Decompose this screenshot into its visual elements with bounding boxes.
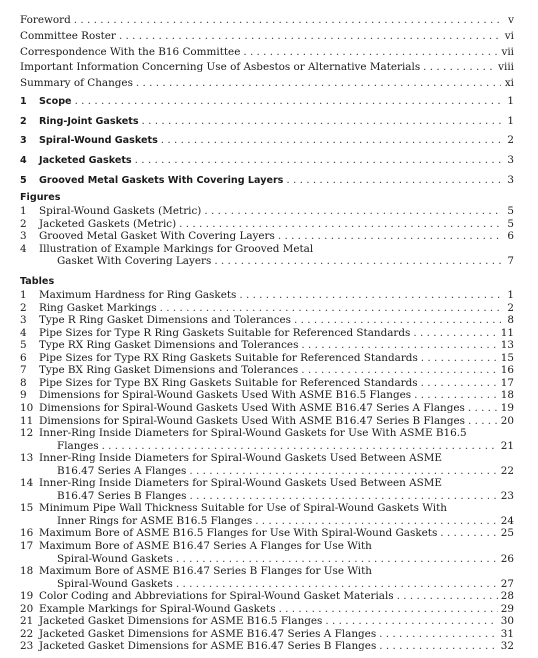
entry-title: Ring Gasket Markings (39, 301, 157, 314)
entry-number: 2 (20, 301, 27, 314)
leader-dots (397, 590, 498, 602)
table-entry (20, 302, 514, 314)
table-entry (20, 590, 514, 602)
table-entry (20, 327, 514, 339)
entry-page: 5 (507, 217, 514, 230)
entry-number: 18 (20, 565, 34, 578)
entry-page: 11 (500, 326, 514, 339)
leader-dots (119, 30, 501, 42)
entry-number: 23 (20, 640, 34, 653)
entry-page: 23 (500, 489, 514, 502)
entry-title: Jacketed Gasket Dimensions for ASME B16.47 Series A Flanges (39, 627, 377, 640)
table-entry-continued (20, 553, 514, 565)
entry-number: 2 (20, 115, 27, 127)
entry-page: 3 (507, 154, 514, 167)
entry-number: 4 (20, 242, 27, 255)
entry-title: Maximum Bore of ASME B16.47 Series B Flanges for Use With (39, 565, 373, 578)
entry-number: 6 (20, 351, 27, 364)
table-entry (20, 427, 514, 439)
leader-dots (214, 255, 501, 267)
table-entry-continued (20, 490, 514, 502)
entry-page: 1 (507, 95, 514, 107)
entry-page: 18 (500, 389, 514, 402)
entry-number: 1 (20, 96, 27, 107)
entry-number: 5 (20, 339, 27, 352)
entry-page: xi (504, 77, 514, 90)
entry-title: Illustration of Example Markings for Grooved Metal (39, 242, 314, 255)
entry-title: Grooved Metal Gaskets With Covering Layers (39, 174, 284, 186)
entry-page: 17 (500, 376, 514, 389)
entry-number: 4 (20, 155, 27, 167)
entry-page: 31 (500, 627, 514, 640)
entry-page: 22 (500, 464, 514, 477)
entry-page: 13 (500, 339, 514, 352)
leader-dots (294, 314, 501, 326)
entry-title: Example Markings for Spiral-Wound Gaskets (39, 602, 276, 615)
entry-page: 1 (507, 114, 514, 127)
entry-number: 17 (20, 540, 34, 552)
entry-title: Type R Ring Gasket Dimensions and Tolerances (39, 314, 292, 327)
table-entry-continued (20, 578, 514, 590)
table-entry (20, 314, 514, 326)
figure-entry-continued (20, 255, 514, 267)
leader-dots (286, 174, 501, 186)
entry-page: 2 (507, 134, 514, 147)
figure-entry (20, 230, 514, 242)
entry-title: Dimensions for Spiral-Wound Gaskets Used With ASME B16.47 Series B Flanges (39, 414, 465, 427)
entry-title: Spiral-Wound Gaskets (57, 577, 173, 590)
table-entry-continued (20, 440, 514, 452)
leader-dots (176, 578, 498, 590)
entry-title: Spiral-Wound Gaskets (Metric) (39, 205, 202, 217)
entry-number: 14 (20, 477, 34, 490)
entry-title: Inner-Ring Inside Diameters for Spiral-Wound Gaskets Used Between ASME (39, 477, 442, 490)
entry-title: Pipe Sizes for Type RX Ring Gaskets Suitable for Referenced Standards (39, 351, 418, 364)
entry-page: 30 (500, 615, 514, 628)
toc-section-entry (20, 95, 514, 108)
entry-number: 7 (20, 364, 27, 377)
entry-title: Gasket With Covering Layers (57, 255, 212, 268)
toc-entry (20, 46, 514, 58)
leader-dots (379, 628, 498, 640)
entry-page: vii (501, 45, 514, 58)
tables-heading: Tables (20, 276, 55, 287)
figures-heading: Figures (20, 192, 61, 203)
entry-title: Scope (39, 96, 72, 107)
table-entry (20, 628, 514, 640)
entry-page: 32 (500, 640, 514, 653)
entry-page: 8 (507, 314, 514, 327)
toc-entry (20, 61, 514, 73)
table-entry (20, 402, 514, 414)
entry-title: Jacketed Gasket Dimensions for ASME B16.47 Series B Flanges (39, 640, 377, 653)
table-entry (20, 527, 514, 539)
entry-page: 25 (500, 527, 514, 540)
toc-section-entry (20, 154, 514, 167)
leader-dots (102, 440, 498, 452)
leader-dots (176, 553, 498, 565)
leader-dots (135, 154, 501, 166)
entry-title: Pipe Sizes for Type BX Ring Gaskets Suitable for Referenced Standards (39, 376, 418, 389)
entry-page: 29 (500, 602, 514, 615)
entry-number: 1 (20, 205, 27, 217)
leader-dots (161, 134, 501, 146)
leader-dots (301, 339, 497, 351)
entry-title: Spiral-Wound Gaskets (39, 135, 158, 147)
entry-title: Type RX Ring Gasket Dimensions and Tolerances (39, 339, 299, 352)
entry-title: Foreword (20, 14, 71, 26)
entry-page: 7 (507, 255, 514, 268)
entry-title: Minimum Pipe Wall Thickness Suitable for Use of Spiral-Wound Gaskets With (39, 502, 447, 515)
leader-dots (414, 389, 498, 401)
leader-dots (278, 230, 501, 242)
entry-title: Spiral-Wound Gaskets (57, 552, 173, 565)
entry-title: Important Information Concerning Use of Asbestos or Alternative Materials (20, 61, 421, 74)
leader-dots (421, 377, 498, 389)
table-entry (20, 540, 514, 552)
toc-entry (20, 77, 514, 89)
entry-page: 3 (507, 173, 514, 186)
entry-page: 20 (500, 414, 514, 427)
entry-title: Color Coding and Abbreviations for Spiral-Wound Gasket Materials (39, 590, 394, 603)
figure-entry (20, 218, 514, 230)
entry-page: 16 (500, 364, 514, 377)
leader-dots (179, 218, 501, 230)
leader-dots (440, 527, 497, 539)
entry-number: 12 (20, 427, 34, 440)
table-entry-continued (20, 515, 514, 527)
entry-number: 9 (20, 389, 27, 402)
leader-dots (255, 515, 498, 527)
table-entry (20, 603, 514, 615)
table-entry (20, 352, 514, 364)
leader-dots (190, 490, 498, 502)
table-entry (20, 502, 514, 514)
entry-title: Pipe Sizes for Type R Ring Gaskets Suitable for Referenced Standards (39, 326, 411, 339)
entry-title: Maximum Hardness for Ring Gaskets (39, 289, 237, 301)
entry-title: Summary of Changes (20, 77, 133, 90)
leader-dots (421, 352, 498, 364)
entry-title: Maximum Bore of ASME B16.47 Series A Flanges for Use With (39, 540, 372, 552)
entry-page: 28 (500, 590, 514, 603)
table-entry (20, 377, 514, 389)
leader-dots (136, 77, 501, 89)
entry-page: 15 (500, 351, 514, 364)
leader-dots (301, 364, 498, 376)
leader-dots (204, 205, 501, 217)
entry-number: 21 (20, 615, 34, 628)
table-entry (20, 565, 514, 577)
entry-page: 5 (507, 205, 514, 217)
entry-number: 3 (20, 314, 27, 327)
leader-dots (325, 615, 497, 627)
entry-page: v (508, 14, 514, 26)
leader-dots (239, 289, 501, 301)
entry-number: 3 (20, 135, 27, 147)
toc-section-entry (20, 115, 514, 128)
entry-title: Inner-Ring Inside Diameters for Spiral-Wound Gaskets Used Between ASME (39, 452, 442, 465)
leader-dots (279, 603, 498, 615)
entry-number: 4 (20, 326, 27, 339)
table-entry (20, 477, 514, 489)
toc-section-entry (20, 134, 514, 147)
entry-title: Dimensions for Spiral-Wound Gaskets Used With ASME B16.47 Series A Flanges (39, 401, 465, 414)
table-entry (20, 640, 514, 652)
leader-dots (74, 14, 501, 26)
leader-dots (468, 402, 498, 414)
table-entry (20, 289, 514, 301)
entry-page: viii (498, 61, 514, 74)
entry-number: 1 (20, 289, 27, 301)
entry-title: Committee Roster (20, 29, 116, 42)
leader-dots (468, 415, 498, 427)
entry-title: Correspondence With the B16 Committee (20, 45, 241, 58)
toc-entry (20, 30, 514, 42)
entry-number: 11 (20, 414, 34, 427)
figure-entry (20, 243, 514, 255)
leader-dots (379, 640, 497, 652)
leader-dots (160, 302, 501, 314)
entry-page: 21 (500, 439, 514, 452)
entry-number: 13 (20, 452, 34, 465)
table-entry (20, 452, 514, 464)
table-entry (20, 364, 514, 376)
entry-number: 5 (20, 174, 27, 186)
entry-title: Maximum Bore of ASME B16.5 Flanges for Use With Spiral-Wound Gaskets (39, 527, 438, 540)
entry-title: B16.47 Series A Flanges (57, 464, 187, 477)
entry-title: Dimensions for Spiral-Wound Gaskets Used With ASME B16.5 Flanges (39, 389, 412, 402)
table-entry (20, 415, 514, 427)
table-entry (20, 615, 514, 627)
toc-entry (20, 14, 514, 26)
entry-title: Grooved Metal Gasket With Covering Layers (39, 230, 275, 243)
table-entry (20, 389, 514, 401)
entry-page: 2 (507, 301, 514, 314)
entry-page: 24 (500, 514, 514, 527)
entry-page: 19 (500, 401, 514, 414)
entry-title: Flanges (57, 439, 99, 452)
entry-page: 6 (507, 230, 514, 243)
entry-page: vi (504, 29, 514, 42)
entry-title: Jacketed Gasket Dimensions for ASME B16.5 Flanges (39, 615, 323, 628)
leader-dots (413, 327, 497, 339)
entry-number: 20 (20, 602, 34, 615)
entry-number: 19 (20, 590, 34, 603)
table-entry (20, 339, 514, 351)
entry-page: 1 (507, 289, 514, 301)
entry-title: Ring-Joint Gaskets (39, 115, 139, 127)
leader-dots (243, 46, 498, 58)
leader-dots (423, 61, 495, 73)
leader-dots (142, 115, 501, 127)
entry-number: 22 (20, 627, 34, 640)
entry-title: Type BX Ring Gasket Dimensions and Tolerances (39, 364, 299, 377)
figure-entry (20, 205, 514, 217)
entry-number: 8 (20, 376, 27, 389)
entry-number: 2 (20, 217, 27, 230)
entry-number: 16 (20, 527, 34, 540)
table-entry-continued (20, 465, 514, 477)
leader-dots (189, 465, 497, 477)
entry-page: 26 (500, 552, 514, 565)
entry-number: 15 (20, 502, 34, 515)
entry-title: Inner-Ring Inside Diameters for Spiral-Wound Gaskets for Use With ASME B16.5 (39, 427, 467, 440)
entry-number: 3 (20, 230, 27, 243)
leader-dots (75, 95, 501, 107)
entry-title: Jacketed Gaskets (Metric) (39, 217, 177, 230)
entry-title: Inner Rings for ASME B16.5 Flanges (57, 514, 253, 527)
entry-title: Jacketed Gaskets (39, 155, 132, 167)
toc-section-entry (20, 174, 514, 187)
entry-page: 27 (500, 577, 514, 590)
entry-number: 10 (20, 401, 34, 414)
entry-title: B16.47 Series B Flanges (57, 489, 187, 502)
